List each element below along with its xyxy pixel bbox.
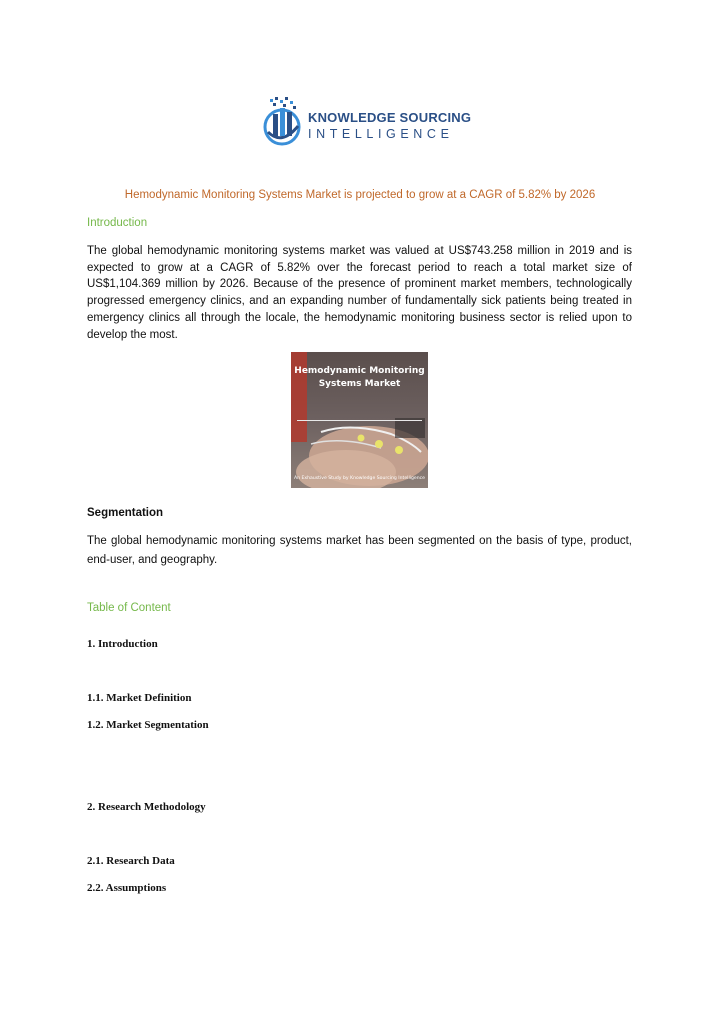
logo-line-2: INTELLIGENCE xyxy=(308,127,454,141)
toc-item: 1. Introduction xyxy=(87,638,158,650)
introduction-paragraph: The global hemodynamic monitoring systems market was valued at US$743.258 million in 2019 and is expected to grow at a CAGR of 5.82% over the forecast period to reach a total market size of US$1,104.369 million by 2026. Because of the presence of prominent market members, technologically progressed emergency clinics, and an expanding number of fundamentally sick patients being treated in emergency clinics all through the locale, the hemodynamic monitoring business sector is relied upon to develop the most. xyxy=(87,245,632,341)
cover-title: Hemodynamic Monitoring Systems Market xyxy=(294,366,425,389)
document-headline: Hemodynamic Monitoring Systems Market is projected to grow at a CAGR of 5.82% by 2026 xyxy=(124,189,596,201)
toc-item: 2. Research Methodology xyxy=(87,801,206,813)
toc-item: 2.1. Research Data xyxy=(87,855,175,867)
company-logo xyxy=(262,96,472,150)
kbi-building-globe-icon xyxy=(262,96,306,150)
toc-item: 1.1. Market Definition xyxy=(87,692,192,704)
segmentation-heading: Segmentation xyxy=(87,507,164,519)
toc-heading: Table of Content xyxy=(87,602,171,614)
introduction-heading: Introduction xyxy=(87,217,148,229)
report-cover-image xyxy=(291,352,428,488)
segmentation-paragraph: The global hemodynamic monitoring systems market has been segmented on the basis of type, product, end-user, and geography. xyxy=(87,535,632,566)
cover-divider xyxy=(297,420,422,421)
toc-item: 1.2. Market Segmentation xyxy=(87,719,209,731)
cover-footer-text: An Exhaustive Study by Knowledge Sourcing Intelligence xyxy=(293,476,426,481)
logo-line-1: KNOWLEDGE SOURCING xyxy=(308,110,472,125)
toc-item: 2.2. Assumptions xyxy=(87,882,167,894)
